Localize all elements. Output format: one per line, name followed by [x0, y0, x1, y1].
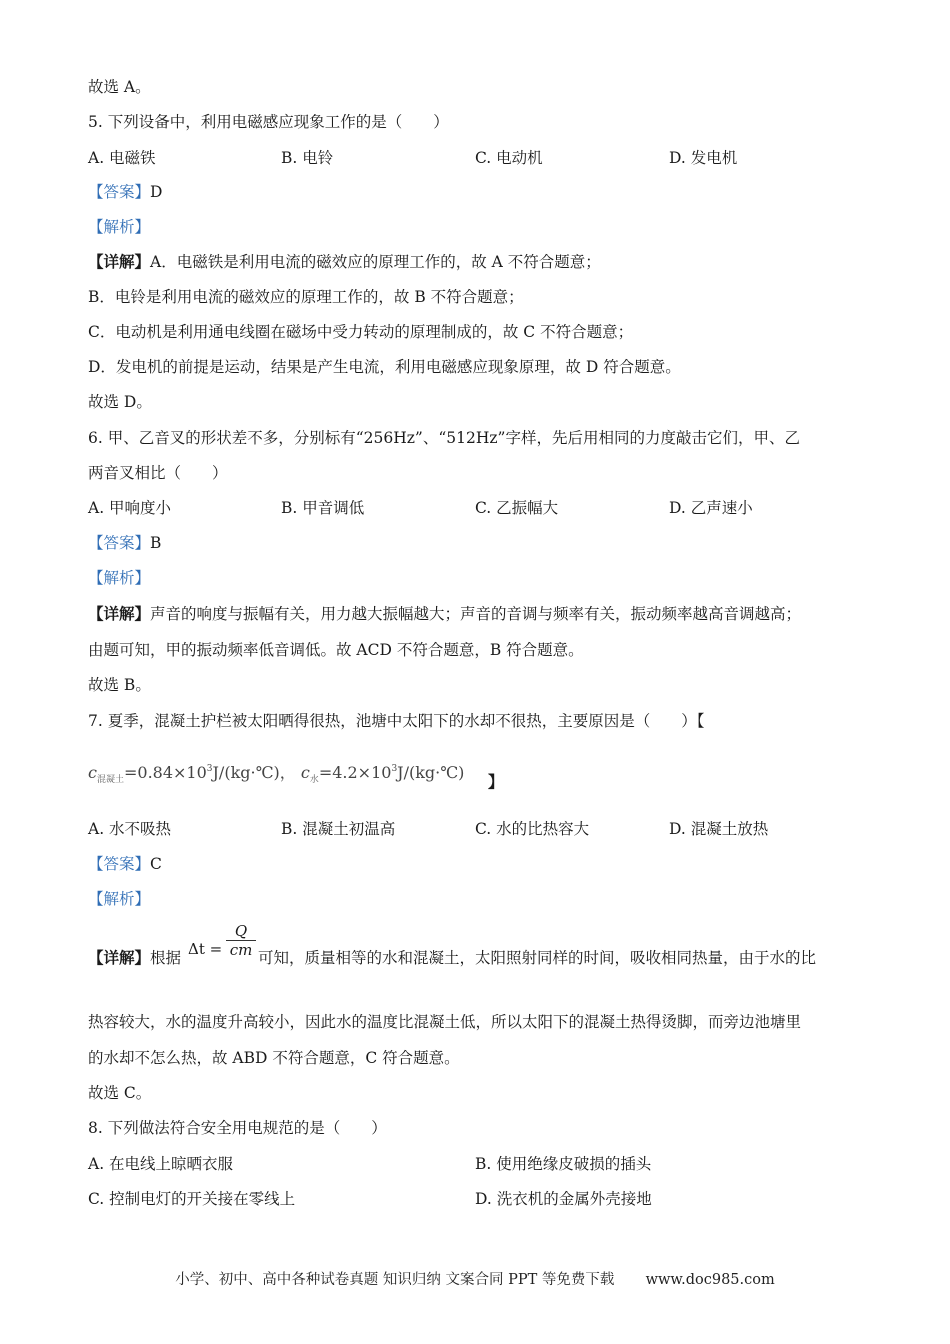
q7-detail-3: 的水却不怎么热，故 ABD 不符合题意，C 符合题意。: [88, 1049, 460, 1067]
q7-detail-1-post: 可知，质量相等的水和混凝土，太阳照射同样的时间，吸收相同热量，由于水的比: [258, 949, 817, 967]
q5-option-b: B. 电铃: [281, 149, 334, 167]
q6-option-b: B. 甲音调低: [281, 499, 365, 517]
q7-conclusion: 故选 C。: [88, 1084, 152, 1102]
q6-conclusion: 故选 B。: [88, 676, 151, 694]
q7-option-b: B. 混凝土初温高: [281, 820, 396, 838]
q6-option-c: C. 乙振幅大: [475, 499, 559, 517]
q7-detail-1-pre: 【详解】根据: [88, 948, 182, 967]
q5-option-c: C. 电动机: [475, 149, 543, 167]
q5-detail-1: 【详解】A．电磁铁是利用电流的磁效应的原理工作的，故 A 不符合题意；: [88, 252, 601, 271]
q8-stem: 8. 下列做法符合安全用电规范的是（ ）: [88, 1119, 387, 1137]
page-footer: [0, 1268, 950, 1289]
q7-option-a: A. 水不吸热: [88, 820, 172, 838]
q5-option-d: D. 发电机: [669, 149, 738, 167]
q6-detail-2: 由题可知，甲的振动频率低音调低。故 ACD 不符合题意，B 符合题意。: [88, 641, 584, 659]
detail-tag: 【详解】: [88, 604, 151, 623]
q5-detail-4: D．发电机的前提是运动，结果是产生电流，利用电磁感应现象原理，故 D 符合题意。: [88, 358, 681, 376]
q6-stem-line2: 两音叉相比（ ）: [88, 464, 228, 482]
detail-tag: 【详解】: [88, 252, 151, 271]
formula-close-bracket: 】: [488, 772, 504, 791]
q6-stem-line1: 6. 甲、乙音叉的形状差不多，分别标有“256Hz”、“512Hz”字样，先后用相同的力度敲击它们，甲、乙: [88, 429, 800, 447]
q7-answer-value: C: [150, 855, 162, 873]
q5-conclusion: 故选 D。: [88, 393, 152, 411]
answer-tag: 【答案】: [88, 534, 151, 552]
q8-option-b: B. 使用绝缘皮破损的插头: [475, 1155, 652, 1173]
q7-detail-2: 热容较大，水的温度升高较小，因此水的温度比混凝土低，所以太阳下的混凝土热得烫脚，而旁边池塘里: [88, 1013, 802, 1031]
q5-answer: [88, 182, 162, 202]
q7-analysis-tag: 【解析】: [88, 890, 151, 908]
q5-detail-3: C．电动机是利用通电线圈在磁场中受力转动的原理制成的，故 C 不符合题意；: [88, 323, 634, 341]
q8-option-d: D. 洗衣机的金属外壳接地: [475, 1190, 652, 1208]
detail-tag: 【详解】: [88, 948, 151, 967]
q5-stem: 5. 下列设备中，利用电磁感应现象工作的是（ ）: [88, 113, 449, 131]
q7-option-d: D. 混凝土放热: [669, 820, 769, 838]
q7-option-c: C. 水的比热容大: [475, 820, 590, 838]
q5-option-a: A. 电磁铁: [88, 149, 156, 167]
q7-stem: 7. 夏季，混凝土护栏被太阳晒得很热，池塘中太阳下的水却不很热，主要原因是（ ）【: [88, 712, 705, 730]
q6-answer: [88, 533, 161, 553]
specific-heat-formula: $c_{混凝土}=0.84\times 10^3J/(kg\cdot℃)$， $c_水=4.2\times 10^3J/(kg\cdot℃)$: [88, 763, 465, 785]
document-page: 故选 A。 5. 下列设备中，利用电磁感应现象工作的是（ ） A. 电磁铁 B. 电铃 C. 电动机 D. 发电机 【答案】D 【解析】 【详解】A．电磁铁是利用电流的磁效应的原理工作的，故 A 不符合题意； B．电铃是利用电流的磁效应的原理工作的，故 B 不符合题意； C．电动机是利用通电线圈在磁场中受力转动的原理制成的，故 C 不符合题意； D．发电机的前提是运动，结果是产生电流，利用电磁感应现象原理，故 D 符合题意。 故选 D。 6. 甲、乙音叉的形状差不多，分别标有“256Hz”、“512Hz”字样，先后用相同的力度敲击它们，甲、乙 两音叉相比（ ） A. 甲响度小 B. 甲音调低 C. 乙振幅大 D. 乙声速小 【答案】B 【解析】 【详解】声音的响度与振幅有关，用力越大振幅越大；声音的音调与频率有关，振动频率越高音调越高； 由题可知，甲的振动频率低音调低。故 ACD 不符合题意，B 符合题意。 故选 B。 7. 夏季，混凝土护栏被太阳晒得很热，池塘中太阳下的水却不很热，主要原因是（ ）【 $c_{混凝土}=0.84\times 10^3J/(kg\cdot℃)$， $c_水=4.2\times 10^3J/(kg\cdot℃)$ 】 A. 水不吸热 B. 混凝土初温高 C. 水的比热容大 D. 混凝土放热 【答案】C 【解析】 【详解】根据 Δt = $\frac{Q}{cm}$ 可知，质量相等的水和混凝土，太阳照射同样的时间，吸收相同热量，由于水的比 热容较大，水的温度升高较小，因此水的温度比混凝土低，所以太阳下的混凝土热得烫脚，而旁边池塘里 的水却不怎么热，故 ABD 不符合题意，C 符合题意。 故选 C。 8. 下列做法符合安全用电规范的是（ ） A. 在电线上晾晒衣服 B. 使用绝缘皮破损的插头 C. 控制电灯的开关接在零线上 D. 洗衣机的金属外壳接地 小学、初中、高中各种试卷真题 知识归纳 文案合同 PPT 等免费下载 www.doc985.com: [0, 0, 950, 1344]
q6-option-a: A. 甲响度小: [88, 499, 172, 517]
q6-detail-1: 【详解】声音的响度与振幅有关，用力越大振幅越大；声音的音调与频率有关，振动频率越高音调越高；: [88, 604, 802, 623]
q4-conclusion: 故选 A。: [88, 78, 151, 96]
q5-analysis-tag: 【解析】: [88, 218, 151, 236]
footer-text: 小学、初中、高中各种试卷真题 知识归纳 文案合同 PPT 等免费下载: [175, 1272, 615, 1288]
q6-option-d: D. 乙声速小: [669, 499, 753, 517]
q6-analysis-tag: 【解析】: [88, 569, 151, 587]
q7-answer: [88, 854, 162, 874]
q5-answer-value: D: [150, 183, 163, 201]
answer-tag: 【答案】: [88, 855, 151, 873]
q8-option-c: C. 控制电灯的开关接在零线上: [88, 1190, 296, 1208]
footer-url-link[interactable]: www.doc985.com: [645, 1272, 775, 1288]
answer-tag: 【答案】: [88, 183, 151, 201]
fraction-q-over-cm: $\frac{Q}{cm}$: [226, 922, 256, 959]
q8-option-a: A. 在电线上晾晒衣服: [88, 1155, 234, 1173]
q5-detail-2: B．电铃是利用电流的磁效应的原理工作的，故 B 不符合题意；: [88, 288, 524, 306]
q6-answer-value: B: [150, 534, 162, 552]
